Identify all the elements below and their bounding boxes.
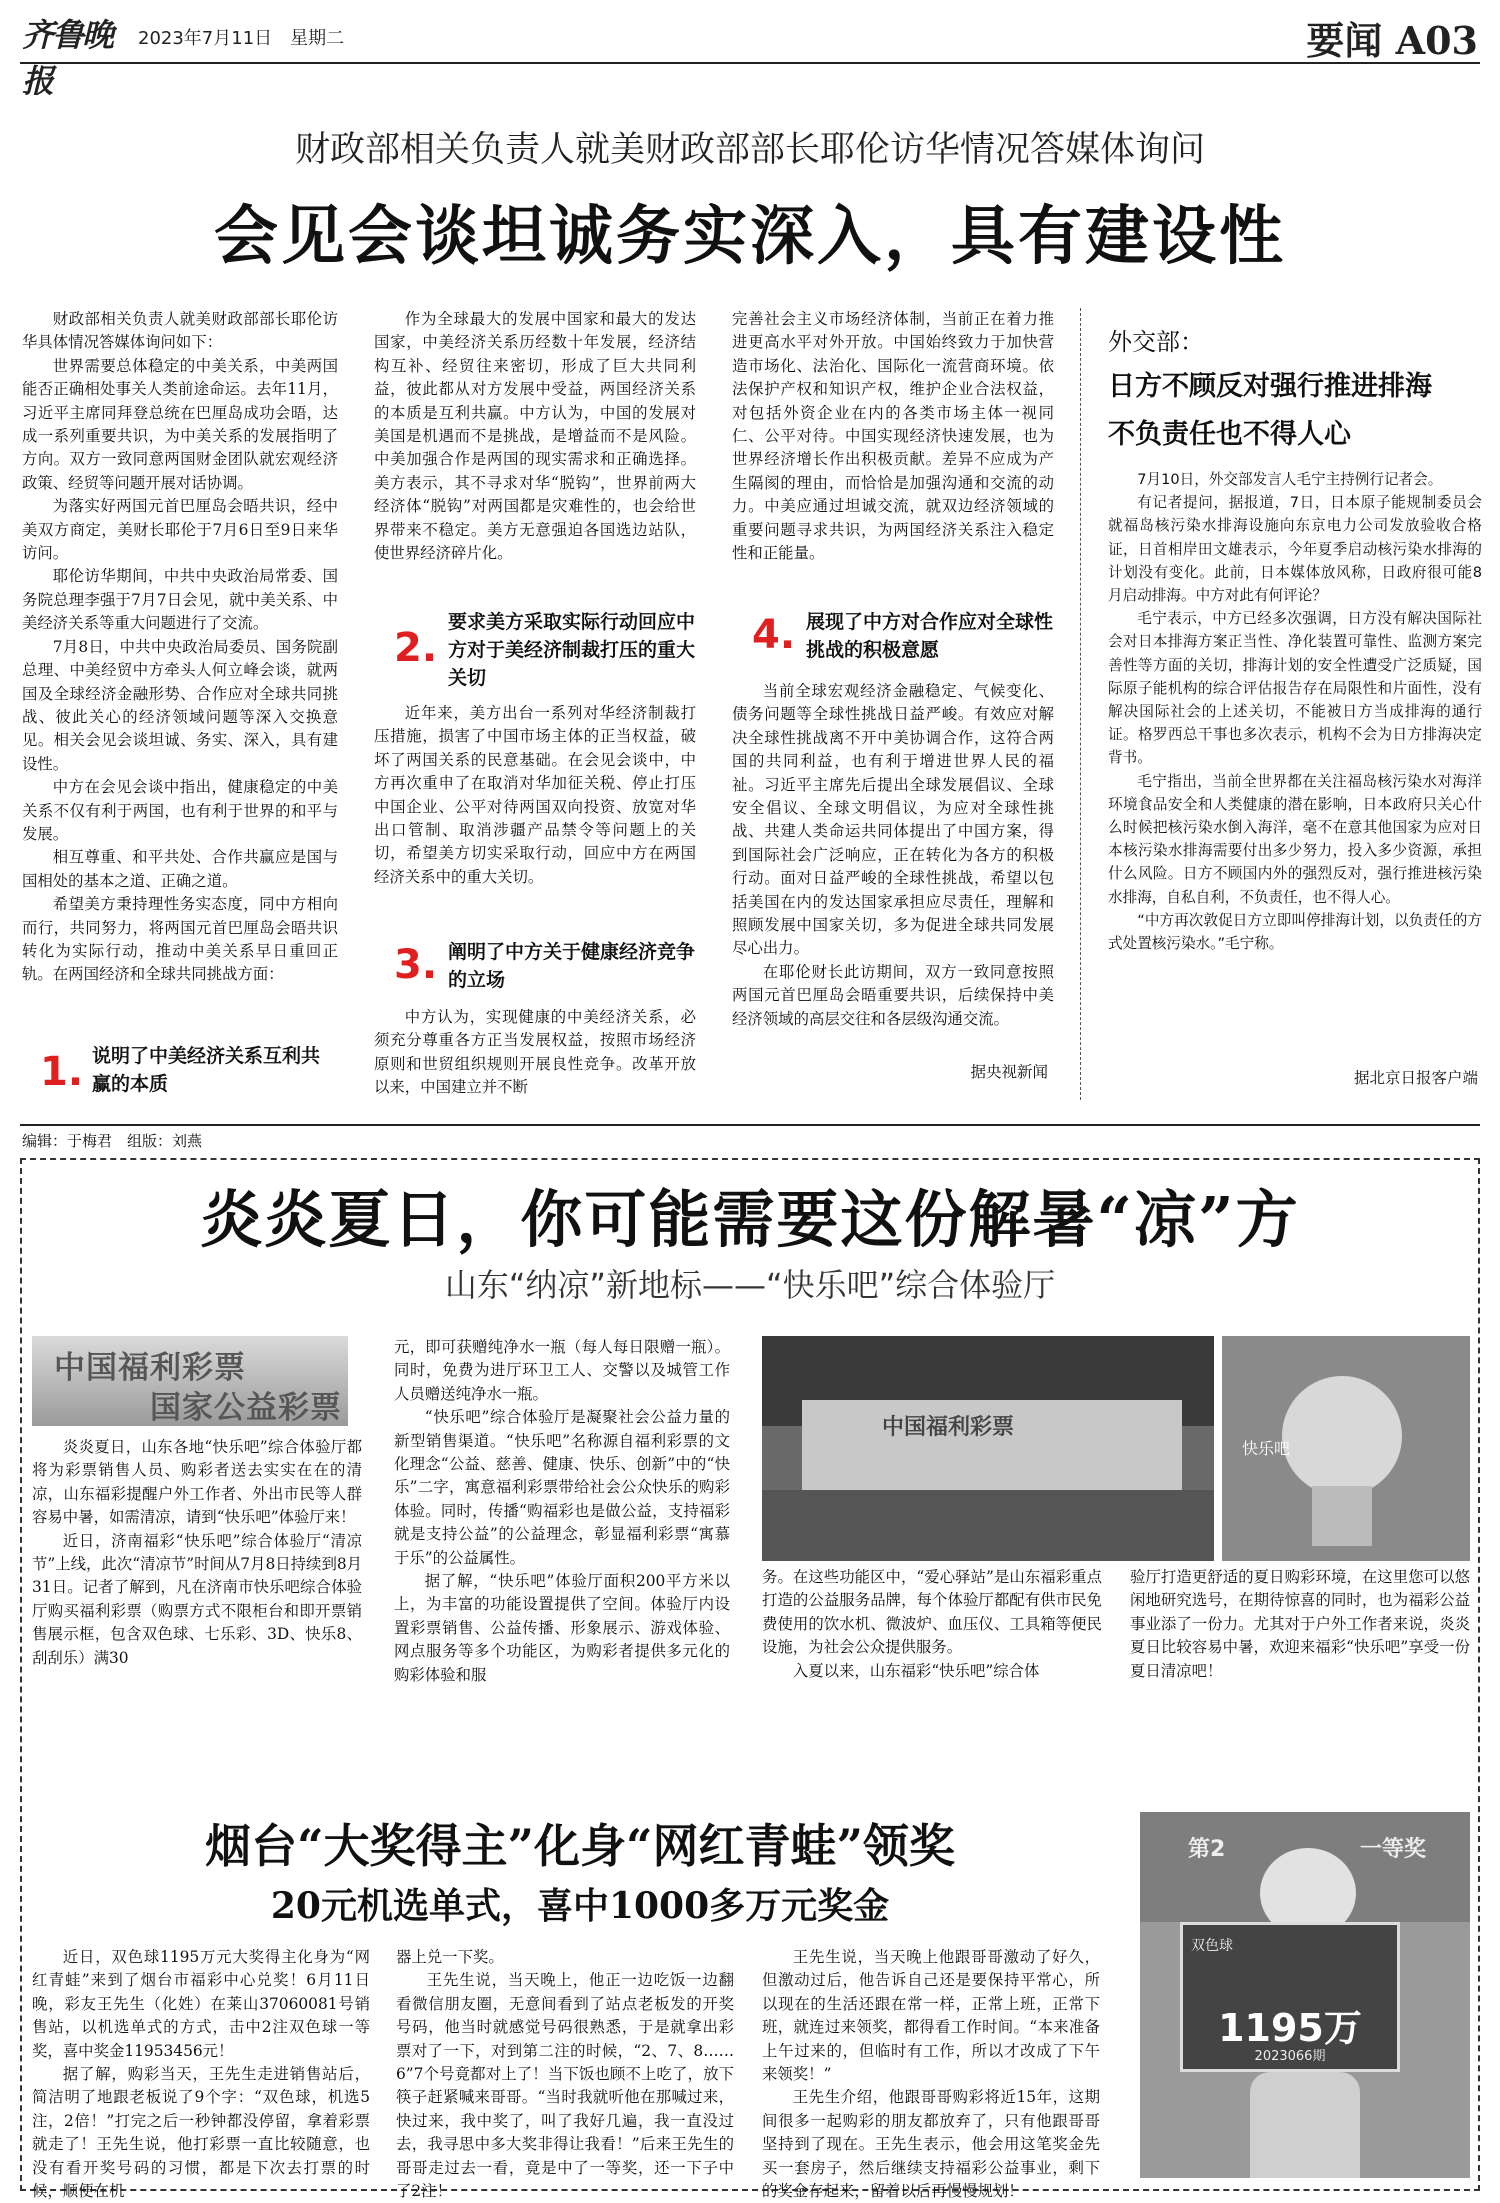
paragraph: 王先生说，当天晚上，他正一边吃饭一边翻看微信朋友圈，无意间看到了站点老板发的开奖号码，他当时就感觉号码很熟悉，于是就拿出彩票对了一下，对到第二注的时候，“2、7、8……6”7个号竟都对上了！当下饭也顾不上吃了，放下筷子赶紧喊来哥哥。“当时我就听他在那喊过来，快过来，我中奖了，叫了我好几遍，我一直没过去，我寻思中多大奖非得让我看！”后来王先生的哥哥走过去一看，竟是中了一等奖，还一下子中了2注！: [396, 1971, 734, 2201]
story-headline: 烟台“大奖得主”化身“网红青蛙”领奖: [205, 1819, 955, 1873]
editor-line: 编辑：于梅君 组版：刘燕: [22, 1132, 203, 1150]
paragraph: “快乐吧”综合体验厅是凝聚社会公益力量的新型销售渠道。“快乐吧”名称源自福利彩票的文化理念“公益、慈善、健康、快乐、创新”中的“快乐”二字，寓意福利彩票带给社会公众快乐的购彩体验。同时，传播“购福彩也是做公益，支持福彩就是支持公益”的公益理念，彰显福利彩票“寓慕于乐”的公益属性。: [394, 1408, 730, 1567]
section-number-2: 2.: [394, 625, 438, 671]
logo-line1: 中国福利彩票: [54, 1350, 246, 1386]
paragraph: 世界需要总体稳定的中美关系，中美两国能否正确相处事关人类前途命运。去年11月，习近平主席同拜登总统在巴厘岛成功会晤，达成一系列重要共识，为中美关系的发展指明了方向。双方一致同意两国财金团队就宏观经济政策、经贸等问题开展对话协调。: [22, 356, 338, 492]
paragraph: 中方在会见会谈中指出，健康稳定的中美关系不仅有利于两国，也有利于世界的和平与发展。: [22, 778, 338, 843]
frog-body: [1250, 2072, 1360, 2178]
paragraph: 7月10日，外交部发言人毛宁主持例行记者会。: [1137, 471, 1443, 488]
issue-date: 2023年7月11日 星期二: [138, 28, 345, 49]
ad-column-2: [394, 1336, 730, 1796]
article-kicker: 财政部相关负责人就美财政部部长耶伦访华情况答媒体询问: [294, 130, 1205, 170]
lottery-logo: [32, 1336, 348, 1426]
paragraph: 为落实好两国元首巴厘岛会晤共识，经中美双方商定，美财长耶伦于7月6日至9日来华访问。: [22, 497, 338, 563]
article-credit: 据央视新闻: [970, 1063, 1048, 1081]
ad-column-1: [32, 1436, 362, 1796]
header-rule: [20, 62, 1480, 64]
ad-headline: 炎炎夏日，你可能需要这份解暑“凉”方: [200, 1183, 1300, 1256]
section-heading-1: 说明了中美经济关系互利共赢的本质: [92, 1045, 321, 1095]
article-column-3: [732, 308, 1054, 593]
sidebar-kicker: 外交部：: [1108, 328, 1204, 356]
paragraph: 近日，济南福彩“快乐吧”综合体验厅“清凉节”上线，此次“清凉节”时间从7月8日持续到8月31日。记者了解到，凡在济南市快乐吧综合体验厅购买福利彩票（购票方式不限柜台和即开票销售展示框，包含双色球、七乐彩、3D、快乐8、刮刮乐）满30: [32, 1531, 363, 1667]
photo-banner-text: 第2: [1188, 1837, 1226, 1862]
story-column-2: [396, 1946, 734, 2201]
paragraph: 元，即可获赠纯净水一瓶（每人每日限赠一瓶）。同时，免费为进厅环卫工人、交警以及城管工作人员赠送纯净水一瓶。: [394, 1338, 730, 1403]
paragraph: 毛宁表示，中方已经多次强调，日方没有解决国际社会对日本排海方案正当性、净化装置可靠性、监测方案完善性等方面的关切，排海计划的安全性遭受广泛质疑，国际原子能机构的综合评估报告存在局限性和片面性，没有解决国际社会的上述关切，不能被日方当成排海的通行证。格罗西总干事也多次表示，机构不会为日方排海决定背书。: [1108, 610, 1482, 767]
section-number-4: 4.: [752, 612, 796, 658]
article-column-2c: [374, 1006, 696, 1097]
paragraph: 希望美方秉持理性务实态度，同中方相向而行，共同努力，将两国元首巴厘岛会晤共识转化为实际行动，推动中美关系早日重回正轨。在两国经济和全球共同挑战方面：: [22, 895, 338, 984]
paragraph: 炎炎夏日，山东各地“快乐吧”综合体验厅都将为彩票销售人员、购彩者送去实实在在的清凉，山东福彩提醒户外工作者、外出市民等人群容易中暑，如需清凉，请到“快乐吧”体验厅来！: [32, 1438, 362, 1527]
story-subheadline: 20元机选单式，喜中1000多万元奖金: [270, 1885, 890, 1927]
paragraph: 7月8日，中共中央政治局委员、国务院副总理、中美经贸中方牵头人何立峰会谈，就两国及全球经济金融形势、合作应对全球共同挑战、彼此关心的经济领域问题等深入交换意见。相关会见会谈坦诚、务实、深入，具有建设性。: [22, 637, 338, 773]
paragraph: 近日，双色球1195万元大奖得主化身为“网红青蛙”来到了烟台市福彩中心兑奖！6月11日晚，彩友王先生（化姓）在莱山37060081号销售站，以机选单式的方式，击中2注双色球一等奖，喜中奖金11953456元！: [32, 1948, 370, 2060]
paragraph: 入夏以来，山东福彩“快乐吧”综合体: [792, 1661, 1040, 1680]
section-number-3: 3.: [394, 942, 438, 988]
hall-exterior-photo: [762, 1336, 1214, 1561]
paragraph: 作为全球最大的发展中国家和最大的发达国家，中美经济关系历经数十年发展，经济结构互补、经贸往来密切，形成了巨大共同利益，彼此都从对方发展中受益，两国经济关系的本质是互利共赢。中方认为，中国的发展对美国是机遇而不是挑战，是增益而不是风险。中美加强合作是两国的现实需求和正确选择。美方表示，其不寻求对华“脱钩”，世界前两大经济体“脱钩”对两国都是灾难性的，也会给世界带来不稳定。美方无意强迫各国选边站队，使世界经济碎片化。: [374, 310, 696, 563]
paragraph: 在耶伦财长此访期间，双方一致同意按照两国元首巴厘岛会晤重要共识，后续保持中美经济领域的高层交往和各层级沟通交流。: [732, 962, 1054, 1028]
logo-line2: 国家公益彩票: [150, 1390, 342, 1426]
frog-mascot-photo: [1140, 1812, 1470, 2178]
article-column-2b: [374, 702, 696, 916]
section-number-1: 1.: [40, 1049, 84, 1095]
paragraph: 中方认为，实现健康的中美经济关系，必须充分尊重各方正当发展权益，按照市场经济原则和世贸组织规则开展良性竞争。改革开放以来，中国建立并不断: [374, 1008, 696, 1097]
sidebar-body: [1108, 468, 1482, 1060]
sidebar-title-line1: 日方不顾反对强行推进排海: [1108, 371, 1432, 402]
sidebar-credit: 据北京日报客户端: [1353, 1069, 1478, 1087]
paragraph: 当前全球宏观经济金融稳定、气候变化、债务问题等全球性挑战日益严峻。有效应对解决全球性挑战离不开中美协调合作，这符合两国的共同利益，也有利于增进世界人民的福祉。习近平主席先后提出全球发展倡议、全球安全倡议、全球文明倡议，为应对全球性挑战、共建人类命运共同体提出了中国方案，得到国际社会广泛响应，正在转化为各方的积极行动。面对日益严峻的全球性挑战，希望以包括美国在内的发达国家承担应尽责任，理解和照顾发展中国家关切，多为促进全球共同发展尽心出力。: [732, 682, 1054, 958]
ad-column-4: [1130, 1566, 1470, 1796]
paragraph: 有记者提问，据报道，7日，日本原子能规制委员会就福岛核污染水排海设施向东京电力公司发放验收合格证，日首相岸田文雄表示，今年夏季启动核污染水排海的计划没有变化。此前，日本媒体放风称，日政府很可能8月启动排海。中方对此有何评论？: [1108, 494, 1482, 605]
page-section: 要闻 A03: [1306, 18, 1478, 63]
paragraph: 据了解，购彩当天，王先生走进销售站后，简洁明了地跟老板说了9个字：“双色球，机选5注，2倍！”打完之后一秒钟都没停留，拿着彩票就走了！王先生说，他打彩票一直比较随意，也没有看开奖号码的习惯，都是下次去打票的时候，顺便在机: [32, 2065, 370, 2201]
section-rule: [20, 1124, 1480, 1126]
newspaper-logo: 齐鲁晚报: [22, 16, 113, 100]
photo-sign-2: 快乐吧: [1242, 1439, 1291, 1458]
paragraph: 相互尊重、和平共处、合作共赢应是国与国相处的基本之道、正确之道。: [22, 848, 338, 890]
paragraph: 完善社会主义市场经济体制，当前正在着力推进更高水平对外开放。中国始终致力于加快营造市场化、法治化、国际化一流营商环境。依法保护产权和知识产权，维护企业合法权益，对包括外资企业在内的各类市场主体一视同仁、公平对待。中国实现经济快速发展，也为世界经济增长作出积极贡献。差异不应成为产生隔阂的理由，而恰恰是加强沟通和交流的动力。中美应通过坦诚交流，就双边经济领域的重要问题寻求共识，为两国经济关系注入稳定性和正能量。: [732, 310, 1054, 563]
prize-amount: 1195万: [1218, 2006, 1362, 2050]
paragraph: 耶伦访华期间，中共中央政治局常委、国务院总理李强于7月7日会见，就中美关系、中美经济关系等重大问题进行了交流。: [22, 567, 338, 633]
article-column-3b: [732, 680, 1054, 1060]
paragraph: 毛宁指出，当前全世界都在关注福岛核污染水对海洋环境食品安全和人类健康的潜在影响，日本政府只关心什么时候把核污染水倒入海洋，毫不在意其他国家为应对日本核污染水排海需要付出多少努力，投入多少资源，承担什么风险。日方不顾国内外的强烈反对，强行推进核污染水排海，自私自利，不负责任，也不得人心。: [1108, 772, 1482, 906]
photo-award-text: 一等奖: [1360, 1837, 1427, 1862]
prize-issue: 2023066期: [1254, 2049, 1326, 2064]
article-headline: 会见会谈坦诚务实深入，具有建设性: [214, 199, 1286, 274]
prize-board: [1180, 1922, 1400, 2072]
sidebar-title-line2: 不负责任也不得人心: [1108, 419, 1351, 450]
paragraph: 王先生说，当天晚上他跟哥哥激动了好久，但激动过后，他告诉自己还是要保持平常心，所以现在的生活还跟在常一样，正常上班，正常下班，就连过来领奖，都得看工作时间。“本来准备上午过来的，但临时有工作，所以才改成了下午来领奖！”: [762, 1948, 1100, 2084]
sidebar-divider: [1080, 308, 1082, 1100]
paragraph: 据了解，“快乐吧”体验厅面积200平方米以上，为丰富的功能设置提供了空间。体验厅内设置彩票销售、公益传播、形象展示、游戏体验、网点服务等多个功能区，为购彩者提供多元化的购彩体验和服: [394, 1572, 730, 1684]
paragraph: 王先生介绍，他跟哥哥购彩将近15年，这期间很多一起购彩的朋友都放弃了，只有他跟哥哥坚持到了现在。王先生表示，他会用这笔奖金先买一套房子，然后继续支持福彩公益事业，剩下的奖金存起来，留着以后再慢慢规划！: [762, 2088, 1100, 2201]
paragraph: 务。在这些功能区中，“爱心驿站”是山东福彩重点打造的公益服务品牌，每个体验厅都配有供市民免费使用的饮水机、微波炉、血压仪、工具箱等便民设施，为社会公众提供服务。: [762, 1568, 1102, 1657]
article-column-1: [22, 308, 338, 1038]
section-heading-2: 要求美方采取实际行动回应中方对于美经济制裁打压的重大关切: [448, 611, 696, 689]
section-heading-4: 展现了中方对合作应对全球性挑战的积极意愿: [806, 611, 1054, 661]
ad-subheadline: 山东“纳凉”新地标——“快乐吧”综合体验厅: [444, 1266, 1056, 1304]
article-column-2: [374, 308, 696, 614]
paragraph: 验厅打造更舒适的夏日购彩环境，在这里您可以悠闲地研究选号，在期待惊喜的同时，也为福彩公益事业添了一份力。尤其对于户外工作者来说，炎炎夏日比较容易中暑，欢迎来福彩“快乐吧”享受一份夏日清凉吧！: [1130, 1568, 1470, 1680]
ad-column-3: [762, 1566, 1102, 1796]
story-column-1: [32, 1946, 370, 2201]
photo-sign: 中国福利彩票: [882, 1415, 1015, 1440]
paragraph: “中方再次敦促日方立即叫停排海计划，以负责任的方式处置核污染水。”毛宁称。: [1108, 911, 1482, 953]
section-heading-3: 阐明了中方关于健康经济竞争的立场: [448, 941, 696, 991]
board-label: 双色球: [1191, 1938, 1233, 1954]
paragraph: 财政部相关负责人就美财政部部长耶伦访华具体情况答媒体询问如下：: [22, 310, 338, 352]
story-column-3: [762, 1946, 1100, 2201]
paragraph: 器上兑一下奖。: [396, 1948, 504, 1966]
hall-interior-photo: [1222, 1336, 1470, 1561]
paragraph: 近年来，美方出台一系列对华经济制裁打压措施，损害了中国市场主体的正当权益，破坏了两国关系的民意基础。在会见会谈中，中方再次重申了在取消对华加征关税、停止打压中国企业、公平对待两国双向投资、放宽对华出口管制、取消涉疆产品禁令等问题上的关切，希望美方切实采取行动，回应中方在两国经济关系中的重大关切。: [374, 704, 696, 886]
